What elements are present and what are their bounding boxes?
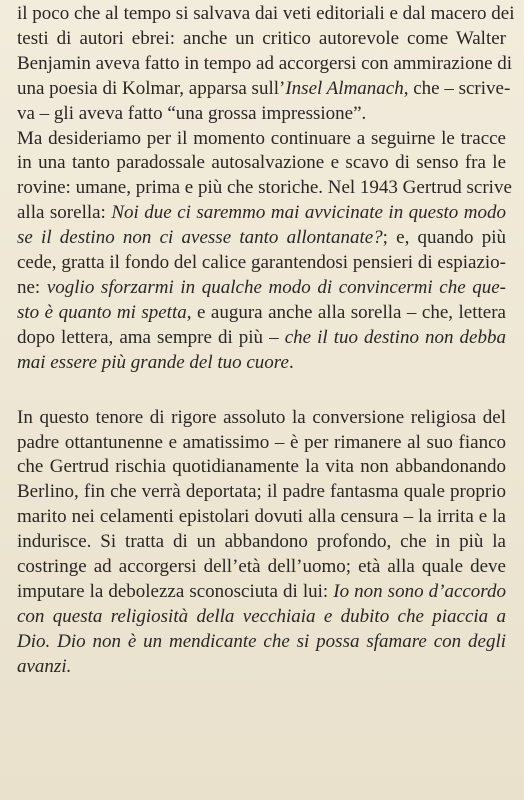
text-line: marito nei celamenti epistolari dovuti alla censura – la irrita e la bbox=[17, 506, 506, 528]
italic-quote: che il tuo destino non debba bbox=[284, 326, 506, 348]
italic-title: Insel Almanach bbox=[285, 77, 404, 99]
text-line bbox=[17, 301, 506, 326]
text-line bbox=[17, 580, 506, 605]
text-line: testi di autori ebrei: anche un critico autorevole come Walter bbox=[17, 27, 506, 49]
text-segment: imputare la debolezza sconosciuta di lui: bbox=[17, 580, 334, 602]
text-line: va – gli aveva fatto “una grossa impressione”. bbox=[17, 102, 367, 124]
text-line: In questo tenore di rigore assoluto la conversione religiosa del bbox=[17, 406, 506, 428]
text-line bbox=[17, 201, 506, 226]
italic-quote: mai essere più grande del tuo cuore bbox=[17, 351, 289, 373]
italic-quote: voglio sforzarmi in qualche modo di convincermi che que- bbox=[46, 276, 506, 298]
italic-quote: avanzi. bbox=[17, 655, 72, 677]
text-line bbox=[17, 326, 506, 351]
text-segment: una poesia di Kolmar, apparsa sull’ bbox=[17, 77, 286, 99]
italic-quote: Io non sono d’accordo bbox=[333, 580, 506, 602]
text-line: rovine: umane, prima e più che storiche. Nel 1943 Gertrud scrive bbox=[17, 177, 512, 199]
paragraph-gap bbox=[17, 376, 506, 406]
paragraph-1 bbox=[17, 2, 515, 127]
text-line bbox=[17, 351, 506, 376]
text-line: Berlino, fin che verrà deportata; il padre fantasma quale proprio bbox=[17, 481, 506, 503]
text-line bbox=[17, 276, 506, 301]
text-line: che Gertrud rischia quotidianamente la vita non abbandonando bbox=[17, 456, 506, 478]
italic-quote: sto è quanto mi spetta bbox=[17, 301, 187, 323]
text-segment: , e augura anche alla sorella – che, lettera bbox=[186, 301, 506, 323]
text-line: costringe ad accorgersi dell’età dell’uomo; età alla quale deve bbox=[17, 556, 506, 578]
italic-quote: con questa religiosità della vecchiaia e dubito che piaccia a bbox=[17, 605, 506, 627]
text-segment: alla sorella: bbox=[17, 202, 112, 224]
text-segment: ; e, quando più bbox=[382, 227, 506, 249]
text-line: in una tanto paradossale autosalvazione e scavo di senso fra le bbox=[17, 152, 506, 174]
text-line bbox=[17, 655, 506, 680]
italic-quote: Noi due ci saremmo mai avvicinate in questo modo bbox=[111, 202, 506, 224]
text-line: cede, gratta il fondo del calice garantendosi pensieri di espiazio- bbox=[17, 252, 506, 274]
italic-quote: se il destino non ci avesse tanto allontanate? bbox=[17, 227, 383, 249]
text-line: Benjamin aveva fatto in tempo ad accorgersi con ammirazione di bbox=[17, 52, 513, 74]
text-segment: , che – scrive- bbox=[403, 77, 511, 99]
text-line: padre ottantunenne e amatissimo – è per rimanere al suo fianco bbox=[17, 431, 506, 453]
text-line: indurisce. Si tratta di un abbandono profondo, che in più la bbox=[17, 531, 506, 553]
text-line bbox=[17, 77, 511, 102]
italic-quote: Dio. Dio non è un mendicante che si possa sfamare con degli bbox=[17, 630, 506, 652]
text-line: Ma desideriamo per il momento continuare a seguirne le tracce bbox=[17, 127, 506, 149]
text-line bbox=[17, 630, 506, 655]
text-segment: ne: bbox=[17, 276, 47, 298]
paragraph-2 bbox=[17, 127, 512, 376]
text-line bbox=[17, 605, 506, 630]
text-line bbox=[17, 226, 506, 251]
text-segment: . bbox=[288, 351, 294, 373]
text-line: il poco che al tempo si salvava dai veti editoriali e dal macero dei bbox=[17, 3, 515, 24]
text-segment: dopo lettera, ama sempre di più – bbox=[17, 326, 285, 348]
paragraph-3 bbox=[17, 406, 506, 680]
